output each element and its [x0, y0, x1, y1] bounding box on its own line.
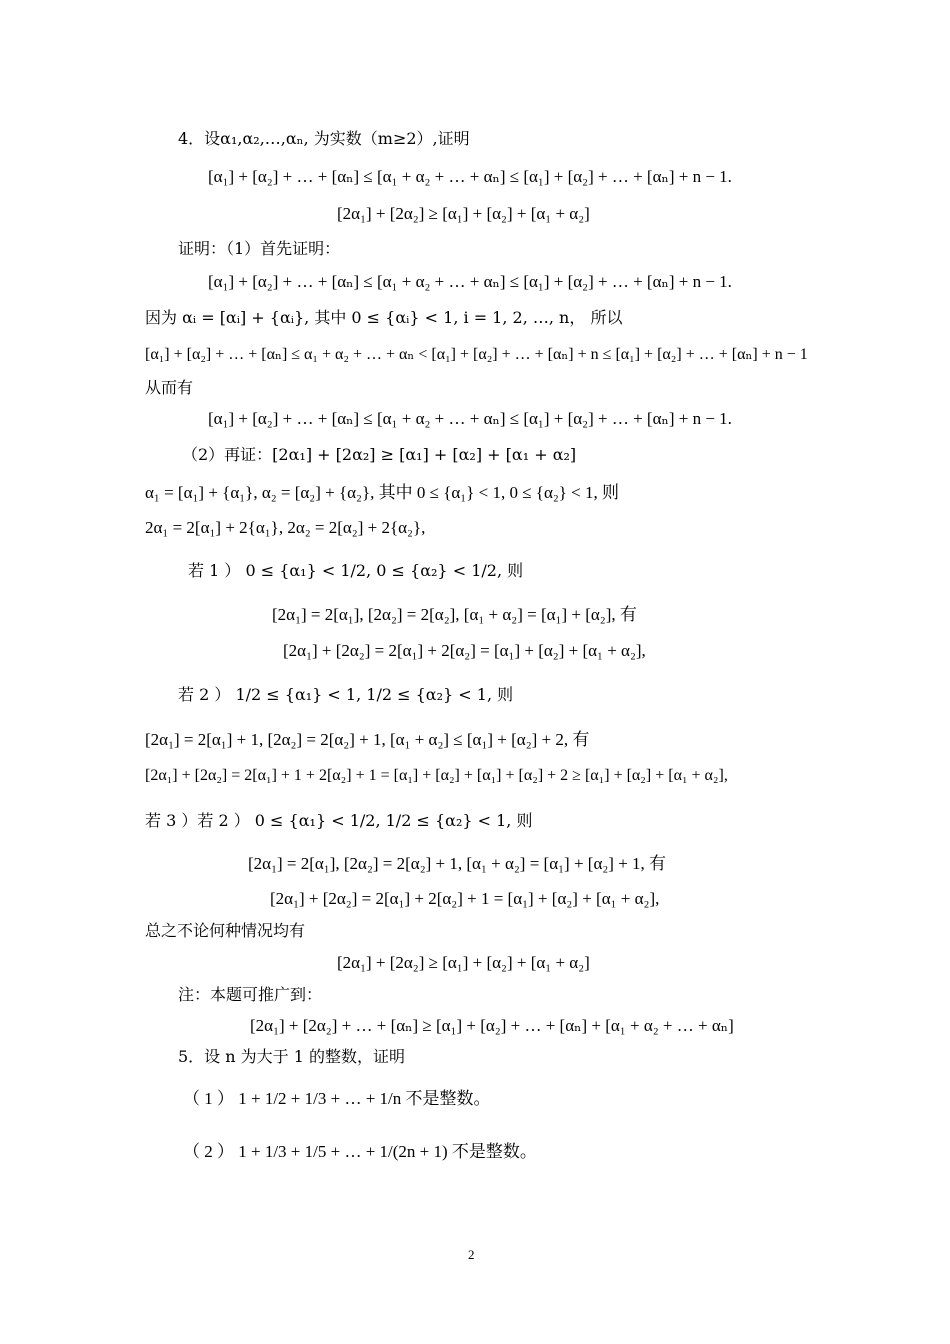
case-1-equation-1: [2α₁] = 2[α₁], [2α₂] = 2[α₂], [α₁ + α₂] = [α₁] + [α₂], 有: [272, 605, 637, 624]
case-2-equation-2: [2α₁] + [2α₂] = 2[α₁] + 1 + 2[α₂] + 1 = [α₁] + [α₂] + [α₁] + [α₂] + 2 ≥ [α₁] + [α₂] + [α₁ + α₂],: [145, 767, 728, 784]
case-3-condition: 若 3 ）若 2 ） 0 ≤ {α₁} < 1/2, 1/2 ≤ {α₂} < 1, 则: [145, 811, 533, 830]
case-2-condition: 若 2 ） 1/2 ≤ {α₁} < 1, 1/2 ≤ {α₂} < 1, 则: [178, 685, 514, 704]
case-1-equation-2: [2α₁] + [2α₂] = 2[α₁] + 2[α₂] = [α₁] + [α₂] + [α₁ + α₂],: [283, 641, 646, 660]
proof-part1-heading: 证明：（1）首先证明：: [178, 239, 341, 258]
proof-part1-result: [α₁] + [α₂] + … + [αₙ] ≤ [α₁ + α₂ + … + αₙ] ≤ [α₁] + [α₂] + … + [αₙ] + n − 1.: [208, 409, 732, 428]
proof-part2-heading: （2）再证：[2α₁] + [2α₂] ≥ [α₁] + [α₂] + [α₁ + α₂]: [182, 445, 577, 464]
proof-part1-chain: [α₁] + [α₂] + … + [αₙ] ≤ α₁ + α₂ + … + αₙ < [α₁] + [α₂] + … + [αₙ] + n ≤ [α₁] + [α₂] + … + [αₙ] + n − 1: [145, 346, 808, 363]
proof-part2-decomposition: α₁ = [α₁] + {α₁}, α₂ = [α₂] + {α₂}, 其中 0 ≤ {α₁} < 1, 0 ≤ {α₂} < 1, 则: [145, 483, 620, 502]
conclusion-text: 总之不论何种情况均有: [145, 921, 306, 940]
problem-4-inequality-1: [α₁] + [α₂] + … + [αₙ] ≤ [α₁ + α₂ + … + αₙ] ≤ [α₁] + [α₂] + … + [αₙ] + n − 1.: [208, 167, 732, 186]
problem-5-part-2: （ 2 ） 1 + 1/3 + 1/5 + … + 1/(2n + 1) 不是整数。: [183, 1142, 537, 1161]
problem-4-statement: 4．设α₁,α₂,…,αₙ, 为实数（m≥2）,证明: [178, 129, 470, 148]
proof-part1-inequality: [α₁] + [α₂] + … + [αₙ] ≤ [α₁ + α₂ + … + αₙ] ≤ [α₁] + [α₂] + … + [αₙ] + n − 1.: [208, 272, 732, 291]
case-3-equation-1: [2α₁] = 2[α₁], [2α₂] = 2[α₂] + 1, [α₁ + α₂] = [α₁] + [α₂] + 1, 有: [248, 854, 667, 873]
note-heading: 注：本题可推广到：: [178, 985, 323, 1004]
problem-4-inequality-2: [2α₁] + [2α₂] ≥ [α₁] + [α₂] + [α₁ + α₂]: [337, 204, 590, 223]
proof-part1-because: 因为 αᵢ = [αᵢ] + {αᵢ}, 其中 0 ≤ {αᵢ} < 1, i = 1, 2, …, n， 所以: [145, 308, 623, 327]
proof-part2-doubling: 2α₁ = 2[α₁] + 2{α₁}, 2α₂ = 2[α₂] + 2{α₂},: [145, 518, 426, 537]
problem-5-statement: 5．设 n 为大于 1 的整数，证明: [178, 1047, 406, 1066]
proof-part1-therefore: 从而有: [145, 378, 194, 397]
case-3-equation-2: [2α₁] + [2α₂] = 2[α₁] + 2[α₂] + 1 = [α₁] + [α₂] + [α₁ + α₂],: [270, 889, 660, 908]
case-2-equation-1: [2α₁] = 2[α₁] + 1, [2α₂] = 2[α₂] + 1, [α₁ + α₂] ≤ [α₁] + [α₂] + 2, 有: [145, 730, 590, 749]
page-number: 2: [468, 1247, 475, 1262]
case-1-condition: 若 1 ） 0 ≤ {α₁} < 1/2, 0 ≤ {α₂} < 1/2, 则: [188, 561, 524, 580]
problem-5-part-1: （ 1 ） 1 + 1/2 + 1/3 + … + 1/n 不是整数。: [183, 1089, 491, 1108]
conclusion-inequality: [2α₁] + [2α₂] ≥ [α₁] + [α₂] + [α₁ + α₂]: [337, 953, 590, 972]
note-generalization: [2α₁] + [2α₂] + … + [αₙ] ≥ [α₁] + [α₂] + … + [αₙ] + [α₁ + α₂ + … + αₙ]: [250, 1016, 734, 1035]
